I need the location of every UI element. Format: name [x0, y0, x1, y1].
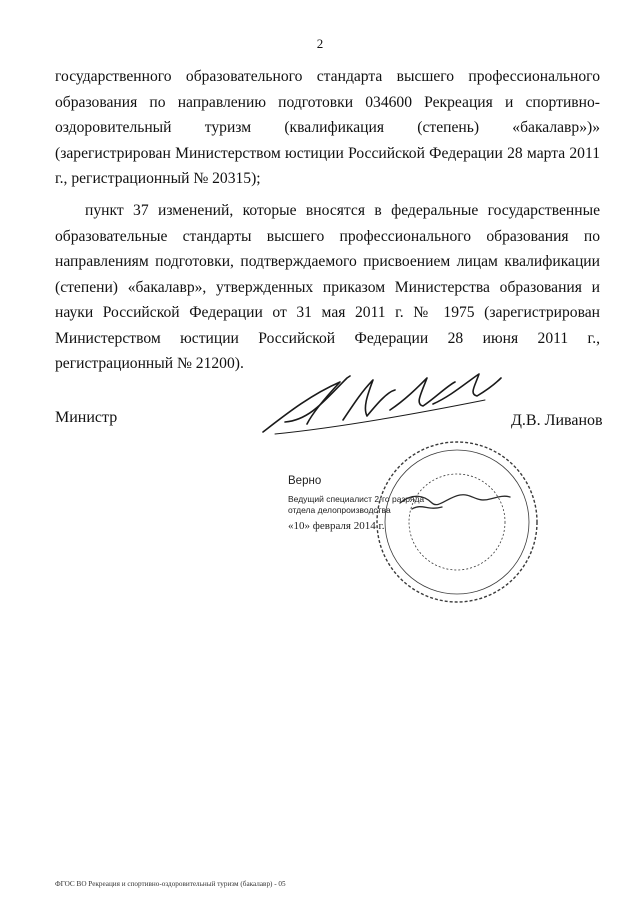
minister-name: Д.В. Ливанов: [511, 412, 603, 429]
paragraph-2: [55, 198, 600, 377]
certification-heading: Верно: [288, 475, 322, 487]
minister-signature: [255, 360, 510, 440]
page-number: 2: [316, 36, 324, 51]
certification-position: Ведущий специалист 2-го разряда: [288, 494, 425, 504]
certification-date: «10» февраля 2014 г.: [288, 520, 385, 532]
paragraph-2-text: пункт 37 изменений, которые вносятся в федеральные государственные образовательные стандарты высшего профессионального образования по направлениям подготовки, подтверждаемого присвоением лицам квалификации (степени) «бакалавр», утвержденных приказом Министерства образования и науки Российской Федерации от 31 мая 2011 г. № 1975 (зарегистрирован Министерством юстиции Российской Федерации 28 июня 2011 г., регистрационный № 21200).: [55, 202, 600, 372]
minister-title: Министр: [55, 409, 118, 426]
official-stamp: [372, 437, 542, 607]
paragraph-1: государственного образовательного стандарта высшего профессионального образования по направлению подготовки 034600 Рекреация и спортивно-оздоровительный туризм (квалификация (степень) «бакалавр»)» (зарегистрирован Министерством юстиции Российской Федерации 28 марта 2011 г., регистрационный № 20315);: [55, 68, 600, 187]
document-footer: ФГОС ВО Рекреация и спортивно-оздоровительный туризм (бакалавр) - 05: [55, 880, 286, 888]
certification-department: отдела делопроизводства: [288, 505, 391, 515]
